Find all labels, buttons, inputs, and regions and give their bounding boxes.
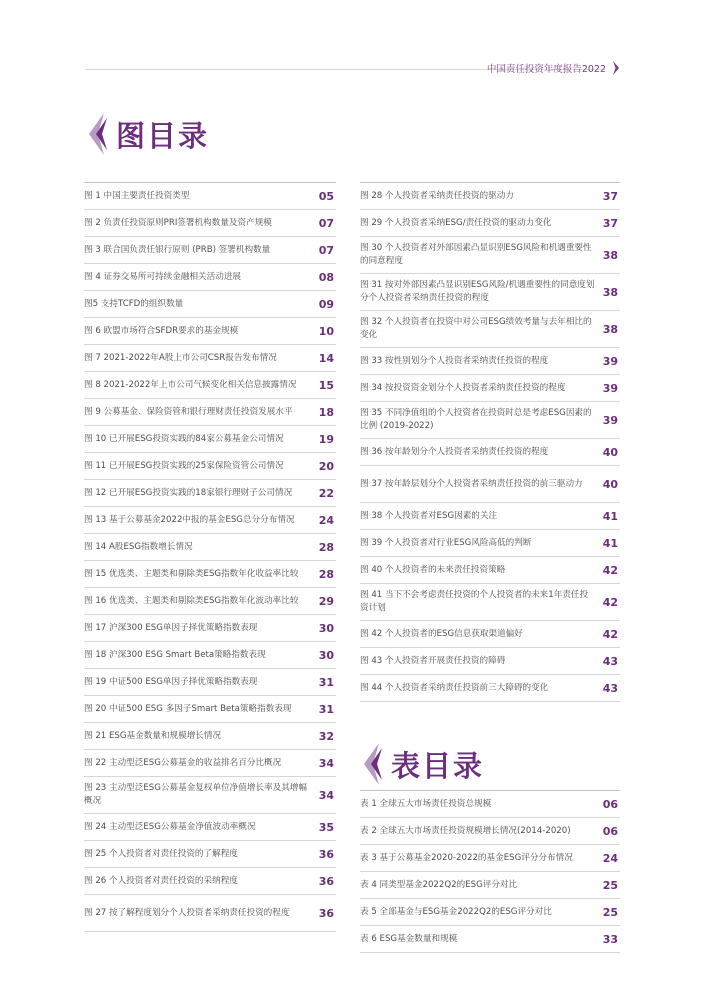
toc-entry[interactable] bbox=[360, 584, 620, 621]
toc-entry-label: 图 19 中证500 ESG单因子择优策略指数表现 bbox=[84, 676, 258, 687]
toc-entry-page-number: 35 bbox=[318, 820, 334, 834]
toc-entry-label: 图 27 按了解程度划分个人投资者采纳责任投资的程度 bbox=[84, 907, 290, 918]
toc-entry-page-number: 25 bbox=[602, 878, 618, 892]
toc-entry-label: 图 6 欧盟市场符合SFDR要求的基金规模 bbox=[84, 325, 239, 336]
toc-entry-label: 表 4 同类型基金2022Q2的ESG评分对比 bbox=[360, 879, 518, 890]
toc-entry[interactable] bbox=[84, 183, 336, 210]
toc-entry-label: 图 25 个人投资者对责任投资的了解程度 bbox=[84, 848, 238, 859]
report-title: 中国责任投资年度报告2022 bbox=[486, 64, 606, 75]
toc-entry[interactable] bbox=[84, 588, 336, 615]
toc-entry-page-number: 37 bbox=[602, 189, 618, 203]
toc-entry-label: 图 12 已开展ESG投资实践的18家银行理财子公司情况 bbox=[84, 487, 293, 498]
toc-entry-label: 图 41 当下不会考虑责任投资的个人投资者的未来1年责任投资计划 bbox=[360, 590, 589, 613]
toc-entry-label: 图 16 优选类、主题类和剔除类ESG指数年化波动率比较 bbox=[84, 595, 299, 606]
toc-entry-page-number: 38 bbox=[602, 285, 618, 299]
toc-entry[interactable] bbox=[360, 621, 620, 648]
toc-entry[interactable] bbox=[360, 311, 620, 348]
toc-entry-page-number: 31 bbox=[318, 702, 334, 716]
toc-entry-page-number: 40 bbox=[602, 477, 618, 491]
toc-entry-page-number: 30 bbox=[318, 621, 334, 635]
toc-entry-page-number: 42 bbox=[602, 595, 618, 609]
toc-entry-label: 图 37 按年龄层划分个人投资者采纳责任投资的前三驱动力 bbox=[360, 478, 583, 489]
toc-entry[interactable] bbox=[84, 642, 336, 669]
toc-entry[interactable] bbox=[84, 237, 336, 264]
toc-entry-page-number: 39 bbox=[602, 381, 618, 395]
toc-entry-label: 图 7 2021-2022年A股上市公司CSR报告发布情况 bbox=[84, 352, 277, 363]
toc-entry-page-number: 07 bbox=[318, 216, 334, 230]
toc-entry-label: 图 2 负责任投资原则PRI签署机构数量及资产规模 bbox=[84, 217, 272, 228]
figures-heading bbox=[86, 112, 209, 156]
toc-entry-label: 表 6 ESG基金数量和规模 bbox=[360, 933, 458, 944]
toc-entry-label: 图 39 个人投资者对行业ESG风险高低的判断 bbox=[360, 537, 532, 548]
toc-entry-page-number: 43 bbox=[602, 681, 618, 695]
toc-entry-label: 图 18 沪深300 ESG Smart Beta策略指数表现 bbox=[84, 649, 266, 660]
toc-entry-label: 图 29 个人投资者采纳ESG/责任投资的驱动力变化 bbox=[360, 217, 552, 228]
toc-entry-label: 图 44 个人投资者采纳责任投资前三大障碍的变化 bbox=[360, 682, 549, 693]
toc-entry[interactable] bbox=[360, 675, 620, 702]
toc-entry[interactable] bbox=[360, 439, 620, 466]
toc-entry-page-number: 39 bbox=[602, 354, 618, 368]
toc-entry-page-number: 25 bbox=[602, 905, 618, 919]
toc-entry[interactable] bbox=[360, 926, 620, 953]
toc-entry[interactable] bbox=[84, 453, 336, 480]
toc-entry[interactable] bbox=[360, 530, 620, 557]
toc-entry-page-number: 37 bbox=[602, 216, 618, 230]
toc-entry[interactable] bbox=[360, 183, 620, 210]
toc-entry[interactable] bbox=[84, 561, 336, 588]
toc-entry[interactable] bbox=[360, 818, 620, 845]
toc-entry[interactable] bbox=[360, 899, 620, 926]
figures-list-right bbox=[360, 182, 620, 702]
toc-entry-label: 表 2 全球五大市场责任投资规模增长情况(2014-2020) bbox=[360, 825, 571, 836]
toc-entry[interactable] bbox=[84, 777, 336, 814]
toc-entry-label: 图 3 联合国负责任银行原则 (PRB) 签署机构数量 bbox=[84, 244, 271, 255]
toc-entry[interactable] bbox=[360, 872, 620, 899]
toc-entry[interactable] bbox=[84, 868, 336, 895]
toc-entry-label: 图 40 个人投资者的未来责任投资策略 bbox=[360, 564, 506, 575]
toc-entry-label: 图 35 不同净值组的个人投资者在投资时总是考虑ESG因素的比例 (2019-2022) bbox=[360, 408, 592, 431]
toc-entry-page-number: 31 bbox=[318, 675, 334, 689]
toc-entry-label: 图 13 基于公募基金2022中报的基金ESG总分分布情况 bbox=[84, 514, 295, 525]
toc-entry[interactable] bbox=[360, 274, 620, 311]
toc-entry-label: 表 1 全球五大市场责任投资总规模 bbox=[360, 798, 492, 809]
toc-entry-page-number: 38 bbox=[602, 322, 618, 336]
toc-entry[interactable] bbox=[84, 669, 336, 696]
toc-entry-page-number: 28 bbox=[318, 540, 334, 554]
toc-entry[interactable] bbox=[84, 841, 336, 868]
toc-entry-label: 图 30 个人投资者对外部因素凸显识别ESG风险和机遇重要性的同意程度 bbox=[360, 243, 592, 266]
tables-heading bbox=[361, 742, 484, 786]
toc-entry[interactable] bbox=[84, 895, 336, 932]
toc-entry-page-number: 33 bbox=[602, 932, 618, 946]
toc-entry-page-number: 29 bbox=[318, 594, 334, 608]
toc-entry[interactable] bbox=[84, 210, 336, 237]
toc-entry[interactable] bbox=[360, 375, 620, 402]
toc-entry-label: 图 8 2021-2022年上市公司气候变化相关信息披露情况 bbox=[84, 379, 297, 390]
toc-entry-page-number: 41 bbox=[602, 536, 618, 550]
toc-entry-page-number: 24 bbox=[318, 513, 334, 527]
purple-chevron-logo-icon bbox=[86, 112, 108, 156]
toc-entry-label: 图 32 个人投资者在投资中对公司ESG绩效考量与去年相比的变化 bbox=[360, 317, 592, 340]
toc-entry-page-number: 40 bbox=[602, 445, 618, 459]
toc-entry[interactable] bbox=[360, 791, 620, 818]
toc-entry[interactable] bbox=[84, 318, 336, 345]
toc-entry-label: 表 3 基于公募基金2020-2022的基金ESG评分分布情况 bbox=[360, 852, 573, 863]
toc-entry-page-number: 06 bbox=[602, 824, 618, 838]
toc-entry-page-number: 38 bbox=[602, 248, 618, 262]
toc-entry[interactable] bbox=[84, 372, 336, 399]
toc-entry-page-number: 19 bbox=[318, 432, 334, 446]
toc-entry[interactable] bbox=[84, 291, 336, 318]
toc-entry-label: 图 43 个人投资者开展责任投资的障碍 bbox=[360, 655, 506, 666]
toc-entry-label: 图 4 证券交易所可持续金融相关活动进展 bbox=[84, 271, 242, 282]
toc-entry-label: 图 24 主动型泛ESG公募基金净值波动率概况 bbox=[84, 821, 256, 832]
toc-entry-page-number: 09 bbox=[318, 297, 334, 311]
toc-entry[interactable] bbox=[360, 348, 620, 375]
toc-entry-label: 图 10 已开展ESG投资实践的84家公募基金公司情况 bbox=[84, 433, 284, 444]
toc-entry-page-number: 05 bbox=[318, 189, 334, 203]
toc-entry-label: 图 34 按投资资金划分个人投资者采纳责任投资的程度 bbox=[360, 382, 566, 393]
toc-entry[interactable] bbox=[360, 557, 620, 584]
toc-entry-label: 图 36 按年龄划分个人投资者采纳责任投资的程度 bbox=[360, 446, 549, 457]
chevron-right-icon bbox=[612, 60, 621, 76]
tables-heading-text: 表目录 bbox=[391, 748, 485, 783]
toc-entry-page-number: 24 bbox=[602, 851, 618, 865]
toc-entry-label: 图 28 个人投资者采纳责任投资的驱动力 bbox=[360, 190, 514, 201]
toc-entry-page-number: 41 bbox=[602, 509, 618, 523]
toc-entry-page-number: 06 bbox=[602, 797, 618, 811]
toc-entry-page-number: 30 bbox=[318, 648, 334, 662]
toc-entry-page-number: 36 bbox=[318, 874, 334, 888]
toc-entry-page-number: 10 bbox=[318, 324, 334, 338]
toc-entry-page-number: 34 bbox=[318, 756, 334, 770]
purple-chevron-logo-icon bbox=[361, 742, 383, 786]
toc-entry-label: 图 1 中国主要责任投资类型 bbox=[84, 190, 190, 201]
toc-entry-label: 图 38 个人投资者对ESG因素的关注 bbox=[360, 510, 498, 521]
toc-entry-page-number: 36 bbox=[318, 847, 334, 861]
toc-entry-label: 图 23 主动型泛ESG公募基金复权单位净值增长率及其增幅概况 bbox=[84, 783, 308, 806]
toc-entry-label: 图 9 公募基金、保险资管和银行理财责任投资发展水平 bbox=[84, 406, 293, 417]
toc-entry-page-number: 34 bbox=[318, 788, 334, 802]
toc-entry-page-number: 36 bbox=[318, 906, 334, 920]
toc-entry-label: 图 33 按性别划分个人投资者采纳责任投资的程度 bbox=[360, 355, 549, 366]
toc-entry[interactable] bbox=[84, 723, 336, 750]
toc-entry-page-number: 42 bbox=[602, 563, 618, 577]
figures-list-left bbox=[84, 182, 336, 932]
toc-entry[interactable] bbox=[360, 210, 620, 237]
toc-entry-page-number: 08 bbox=[318, 270, 334, 284]
toc-entry-label: 表 5 全部基金与ESG基金2022Q2的ESG评分对比 bbox=[360, 906, 552, 917]
toc-entry-label: 图 31 按对外部因素凸显识别ESG风险/机遇重要性的同意度划分个人投资者采纳责任投资的程度 bbox=[360, 280, 595, 303]
toc-entry[interactable] bbox=[84, 345, 336, 372]
toc-entry[interactable] bbox=[84, 264, 336, 291]
toc-entry[interactable] bbox=[360, 503, 620, 530]
toc-entry-page-number: 14 bbox=[318, 351, 334, 365]
toc-entry-label: 图 21 ESG基金数量和规模增长情况 bbox=[84, 730, 222, 741]
toc-entry[interactable] bbox=[84, 696, 336, 723]
toc-entry[interactable] bbox=[360, 402, 620, 439]
toc-entry[interactable] bbox=[84, 750, 336, 777]
toc-entry[interactable] bbox=[84, 480, 336, 507]
toc-entry-page-number: 28 bbox=[318, 567, 334, 581]
toc-entry[interactable] bbox=[360, 237, 620, 274]
toc-entry-label: 图 15 优选类、主题类和剔除类ESG指数年化收益率比较 bbox=[84, 568, 299, 579]
toc-entry-label: 图 11 已开展ESG投资实践的25家保险资管公司情况 bbox=[84, 460, 284, 471]
tables-list bbox=[360, 790, 620, 953]
toc-entry[interactable] bbox=[84, 615, 336, 642]
toc-entry-label: 图 26 个人投资者对责任投资的采纳程度 bbox=[84, 875, 238, 886]
toc-entry-page-number: 15 bbox=[318, 378, 334, 392]
toc-entry[interactable] bbox=[84, 534, 336, 561]
toc-entry-page-number: 22 bbox=[318, 486, 334, 500]
toc-entry-label: 图 14 A股ESG指数增长情况 bbox=[84, 541, 193, 552]
toc-entry[interactable] bbox=[84, 507, 336, 534]
toc-entry-page-number: 20 bbox=[318, 459, 334, 473]
toc-entry-label: 图 20 中证500 ESG 多因子Smart Beta策略指数表现 bbox=[84, 703, 292, 714]
toc-entry-page-number: 18 bbox=[318, 405, 334, 419]
toc-entry[interactable] bbox=[84, 426, 336, 453]
toc-entry-label: 图5 支持TCFD的组织数量 bbox=[84, 298, 184, 309]
toc-entry-label: 图 42 个人投资者的ESG信息获取渠道偏好 bbox=[360, 628, 523, 639]
toc-entry-page-number: 39 bbox=[602, 413, 618, 427]
figures-heading-text: 图目录 bbox=[116, 118, 210, 153]
toc-entry-page-number: 32 bbox=[318, 729, 334, 743]
toc-entry-page-number: 07 bbox=[318, 243, 334, 257]
toc-entry-label: 图 17 沪深300 ESG单因子择优策略指数表现 bbox=[84, 622, 258, 633]
toc-entry-page-number: 43 bbox=[602, 654, 618, 668]
toc-entry[interactable] bbox=[84, 814, 336, 841]
toc-entry[interactable] bbox=[360, 845, 620, 872]
toc-entry-page-number: 42 bbox=[602, 627, 618, 641]
toc-entry[interactable] bbox=[360, 648, 620, 675]
toc-entry[interactable] bbox=[360, 466, 620, 503]
toc-entry[interactable] bbox=[84, 399, 336, 426]
toc-entry-label: 图 22 主动型泛ESG公募基金的收益排名百分比概况 bbox=[84, 757, 282, 768]
